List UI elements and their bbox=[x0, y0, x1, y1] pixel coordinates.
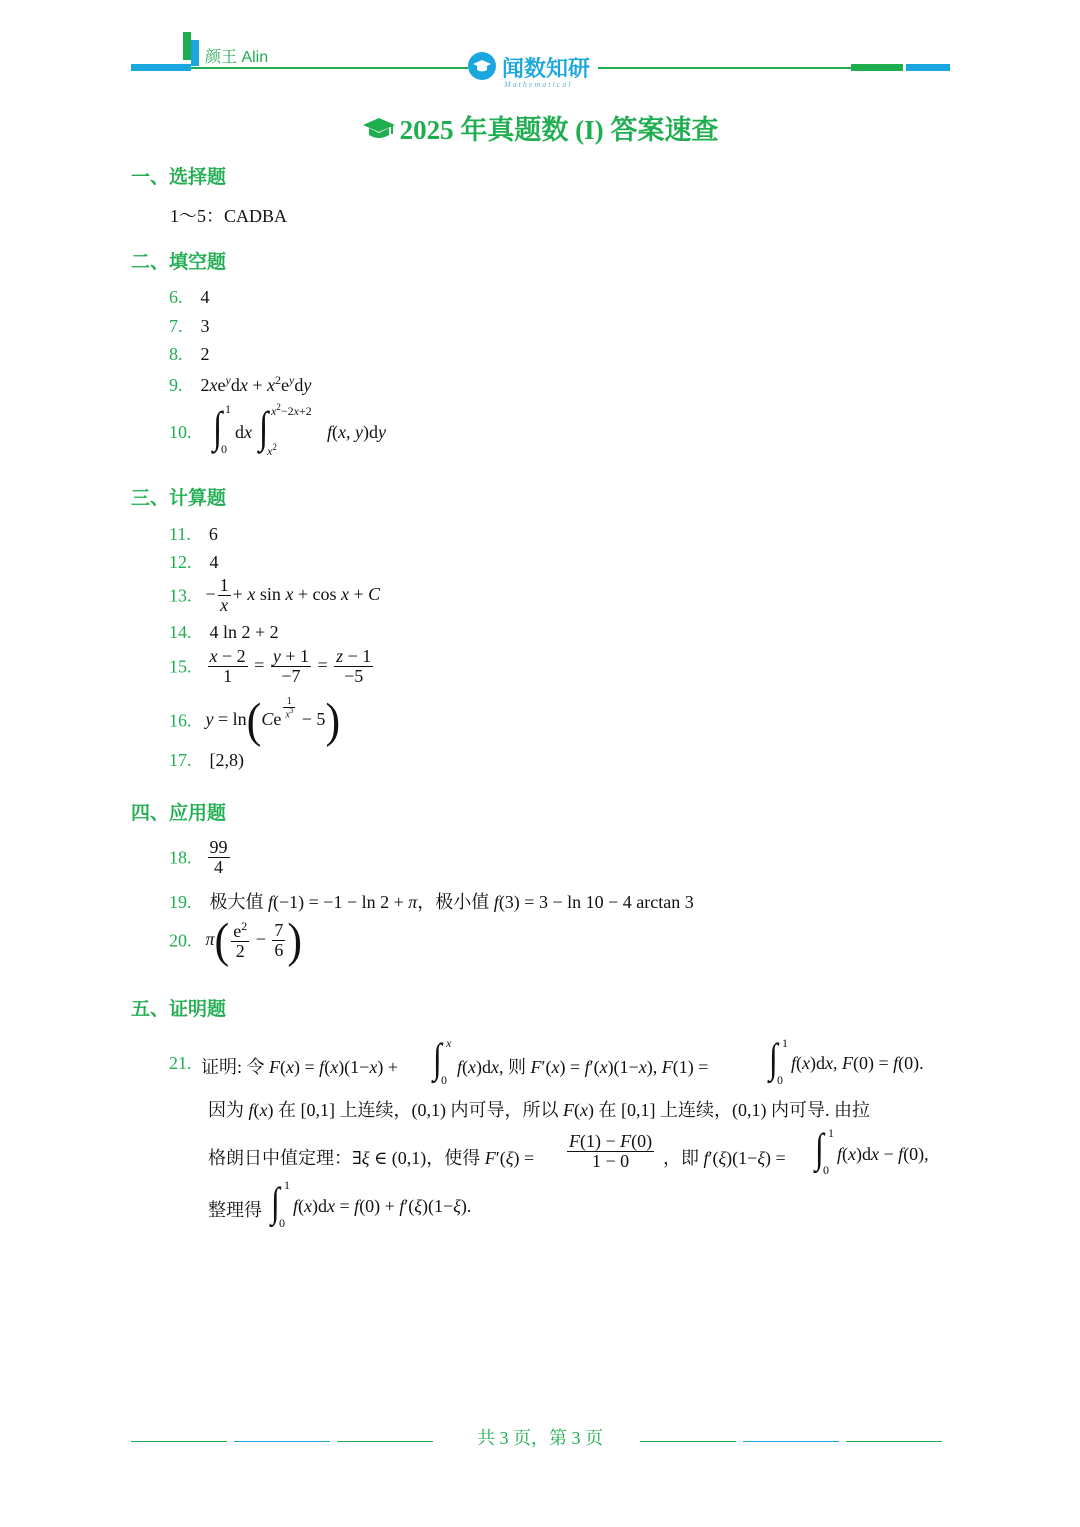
graduation-cap-icon bbox=[468, 52, 496, 80]
brand-logo-subtext: Mathematical bbox=[504, 80, 573, 89]
list-item bbox=[169, 838, 232, 877]
list-item bbox=[169, 888, 694, 914]
item-answer-formula: 极大值 f(−1) = −1 − ln 2 + π，极小值 f(3) = 3 − ln 10 − 4 arctan 3 bbox=[209, 892, 694, 912]
page-title bbox=[0, 108, 1080, 148]
item-number: 15. bbox=[169, 656, 192, 677]
list-item bbox=[169, 287, 210, 308]
choice-answers-text: 1～5：CADBA bbox=[170, 206, 288, 226]
section-heading-choice: 一、选择题 bbox=[131, 167, 227, 188]
item-answer: [2,8) bbox=[209, 750, 244, 770]
item-answer-formula: $2xe^ydx + x^2e^ydy$ bbox=[200, 373, 312, 395]
page-title-text: 2025 年真题数 (I) 答案速查 bbox=[399, 115, 719, 145]
list-item bbox=[169, 373, 311, 396]
item-answer: 6 bbox=[208, 524, 218, 544]
item-number: 16. bbox=[169, 710, 192, 731]
item-number: 20. bbox=[169, 930, 192, 951]
item-answer: 3 bbox=[200, 316, 210, 336]
item-number: 7. bbox=[169, 316, 183, 336]
list-item bbox=[169, 622, 279, 643]
item-number: 18. bbox=[169, 847, 192, 868]
graduation-cap-icon bbox=[362, 117, 396, 148]
item-answer-formula: − $\frac{1}{x}$ + x sin x + cos x + C bbox=[205, 575, 381, 615]
section-heading-proof: 五、证明题 bbox=[131, 999, 227, 1020]
item-answer: 2 bbox=[200, 344, 210, 364]
list-item bbox=[169, 552, 219, 573]
item-number: 11. bbox=[169, 524, 191, 544]
item-number: 10. bbox=[169, 422, 192, 442]
item-number: 6. bbox=[169, 287, 183, 307]
list-item bbox=[169, 524, 218, 545]
list-item bbox=[169, 576, 380, 615]
footer-ornament bbox=[846, 1441, 942, 1442]
section-heading-apply: 四、应用题 bbox=[131, 803, 227, 824]
proof-line: 整理得 ∫ 1 0 f(x)dx = f(0) + f′(ξ)(1−ξ). bbox=[208, 1178, 472, 1230]
proof-number bbox=[169, 1053, 192, 1074]
item-number: 8. bbox=[169, 344, 183, 364]
brand-logo bbox=[468, 52, 598, 92]
proof-body bbox=[201, 1036, 961, 1238]
proof-line: 证明: 令 F(x) = f(x)(1−x) + ∫ x 0 f(x)dx, 则 F′(x) = f′(x)(1−x), F(1) = ∫ 1 0 f(x)dx, F(0) = f(0). bbox=[201, 1034, 924, 1087]
item-answer-formula: $\frac{99}{4}$ bbox=[209, 837, 228, 877]
list-item bbox=[169, 915, 302, 966]
list-item bbox=[169, 750, 244, 771]
section-heading-calc: 三、计算题 bbox=[131, 488, 227, 509]
item-number: 17. bbox=[169, 750, 192, 770]
item-number: 13. bbox=[169, 585, 192, 606]
choice-answers bbox=[170, 202, 287, 228]
author-logo-text: 颜王 Alin bbox=[205, 49, 269, 66]
proof-line: 格朗日中值定理：∃ξ ∈ (0,1)，使得 F′(ξ) = $\frac{F(1) - F(0)}{1 - 0}$ ，即 f′(ξ)(1−ξ) = ∫ 1 0 f(x)dx − f(0), bbox=[208, 1124, 929, 1177]
item-answer-formula: π( $\frac{e^2}{2}$ − $\frac{7}{6}$ ) bbox=[205, 913, 302, 968]
item-answer-formula: y = ln(Ce $^{\frac{1}{x^3}}$ − 5) bbox=[205, 693, 341, 748]
list-item bbox=[169, 647, 375, 686]
header-bar-blue-left bbox=[131, 64, 191, 71]
item-answer: 4 bbox=[209, 552, 219, 572]
footer-ornament bbox=[743, 1441, 839, 1442]
logo-bar-icon bbox=[191, 40, 199, 66]
proof-line: 因为 f(x) 在 [0,1] 上连续，(0,1) 内可导，所以 F(x) 在 [0,1] 上连续，(0,1) 内可导. 由拉 bbox=[208, 1100, 870, 1120]
brand-logo-text: 闻数知研 bbox=[502, 57, 591, 82]
item-answer: 4 ln 2 + 2 bbox=[209, 622, 279, 642]
item-number: 19. bbox=[169, 892, 192, 912]
item-number: 12. bbox=[169, 552, 192, 572]
item-answer-formula: $\frac{x - 2}{1}$ = $\frac{y + 1}{-7}$ = $\frac{z - 1}{-5}$ bbox=[209, 646, 372, 686]
header-bar-blue-right bbox=[906, 64, 950, 71]
header-bar-green-right bbox=[851, 64, 903, 71]
footer-ornament bbox=[640, 1441, 736, 1442]
item-number: 14. bbox=[169, 622, 192, 642]
logo-bar-icon bbox=[183, 32, 191, 60]
item-number: 21. bbox=[169, 1053, 192, 1073]
item-answer: 4 bbox=[200, 287, 210, 307]
list-item bbox=[169, 344, 210, 365]
list-item bbox=[169, 316, 210, 337]
section-heading-fill: 二、填空题 bbox=[131, 252, 227, 273]
list-item bbox=[169, 695, 340, 746]
page-number: 共 3 页，第 3 页 bbox=[477, 1428, 603, 1448]
item-number: 9. bbox=[169, 375, 183, 395]
